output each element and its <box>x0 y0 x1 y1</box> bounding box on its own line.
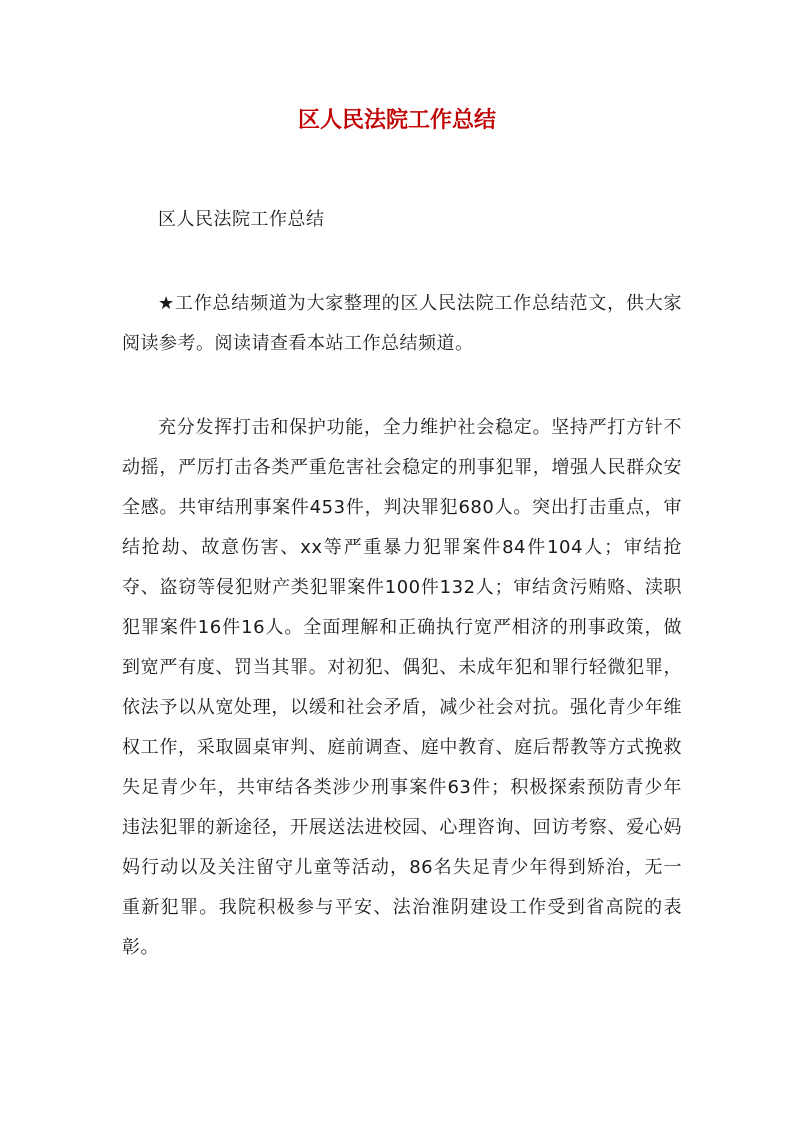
document-subtitle: 区人民法院工作总结 <box>158 209 325 230</box>
document-title: 区人民法院工作总结 <box>297 107 496 133</box>
body-paragraph: 充分发挥打击和保护功能，全力维护社会稳定。坚持严打方针不动摇，严厉打击各类严重危害社会稳定的刑事犯罪，增强人民群众安全感。共审结刑事案件453件，判决罪犯680人。突出打击重点，审结抢劫、故意伤害、xx等严重暴力犯罪案件84件104人；审结抢夺、盗窃等侵犯财产类犯罪案件100件132人；审结贪污贿赂、渎职犯罪案件16件16人。全面理解和正确执行宽严相济的刑事政策，做到宽严有度、罚当其罪。对初犯、偶犯、未成年犯和罪行轻微犯罪，依法予以从宽处理，以缓和社会矛盾，减少社会对抗。强化青少年维权工作，采取圆桌审判、庭前调查、庭中教育、庭后帮教等方式挽救失足青少年，共审结各类涉少刑事案件63件；积极探索预防青少年违法犯罪的新途径，开展送法进校园、心理咨询、回访考察、爱心妈妈行动以及关注留守儿童等活动，86名失足青少年得到矫治，无一重新犯罪。我院积极参与平安、法治淮阴建设工作受到省高院的表彰。 <box>122 417 682 958</box>
intro-paragraph: ★工作总结频道为大家整理的区人民法院工作总结范文，供大家阅读参考。阅读请查看本站工作总结频道。 <box>122 293 682 354</box>
